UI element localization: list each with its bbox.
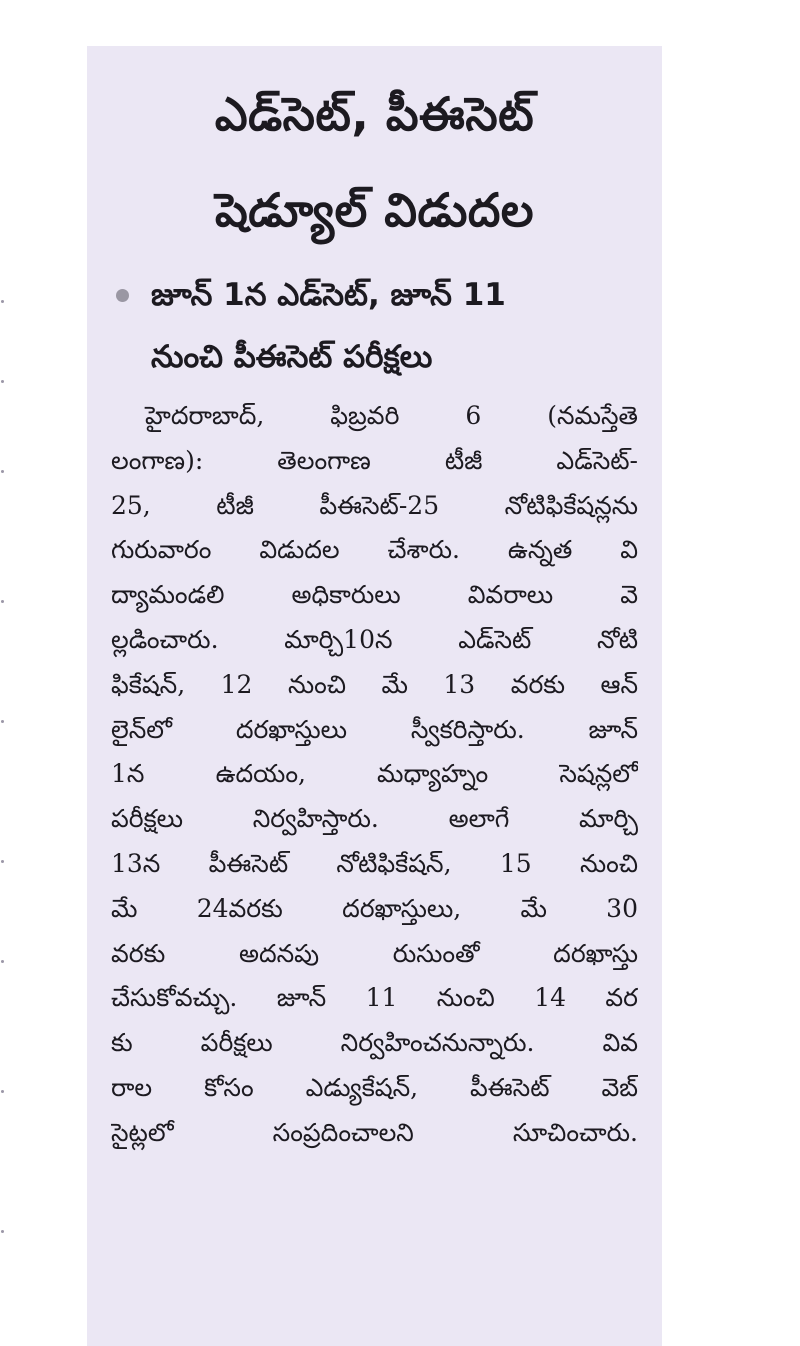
body-line: లంగాణ): తెలంగాణ టీజీ ఎడ్‌సెట్- <box>111 445 638 475</box>
body-line: 13న పీఈసెట్ నోటిఫికేషన్, 15 నుంచి <box>111 848 638 878</box>
subheadline-line-1: జూన్ 1న ఎడ్‌సెట్, జూన్ 11 <box>151 277 506 313</box>
body-line: రాల కోసం ఎడ్యుకేషన్, పీఈసెట్ వెబ్ <box>111 1072 638 1102</box>
body-line: చేసుకోవచ్చు. జూన్ 11 నుంచి 14 వర <box>111 983 638 1013</box>
subheadline-line-2: నుంచి పీఈసెట్ పరీక్షలు <box>151 339 433 375</box>
body-line: కు పరీక్షలు నిర్వహించనున్నారు. వివ <box>111 1028 638 1058</box>
body-line: గురువారం విడుదల చేశారు. ఉన్నత వి <box>111 535 638 565</box>
article-body <box>111 394 638 1156</box>
headline-line-2: షెడ్యూల్ విడుదల <box>214 183 534 237</box>
subheadline <box>111 264 638 388</box>
body-line: పరీక్షలు నిర్వహిస్తారు. అలాగే మార్చి <box>111 804 638 834</box>
body-line: ఫికేషన్, 12 నుంచి మే 13 వరకు ఆన్ <box>111 669 638 699</box>
headline <box>111 66 638 258</box>
body-line: 1న ఉదయం, మధ్యాహ్నం సెషన్లలో <box>111 759 638 789</box>
headline-line-1: ఎడ్‌సెట్, పీఈసెట్ <box>214 87 535 141</box>
body-line: 25, టీజీ పీఈసెట్-25 నోటిఫికేషన్లను <box>111 490 638 520</box>
body-line: వరకు అదనపు రుసుంతో దరఖాస్తు <box>111 938 638 968</box>
body-line: లైన్‌లో దరఖాస్తులు స్వీకరిస్తారు. జూన్ <box>111 714 638 744</box>
body-line: ద్యామండలి అధికారులు వివరాలు వె <box>111 580 638 610</box>
body-line: హైదరాబాద్, ఫిబ్రవరి 6 (నమస్తేతె <box>145 401 638 430</box>
body-line: మే 24వరకు దరఖాస్తులు, మే 30 <box>111 893 638 923</box>
body-line: సైట్లలో సంప్రదించాలని సూచించారు. <box>111 1117 638 1147</box>
scan-edge-specks <box>0 0 6 1346</box>
bullet-dot-icon <box>116 289 129 302</box>
news-clipping <box>87 46 662 1346</box>
body-line: ల్లడించారు. మార్చి10న ఎడ్‌సెట్ నోటి <box>111 624 638 654</box>
